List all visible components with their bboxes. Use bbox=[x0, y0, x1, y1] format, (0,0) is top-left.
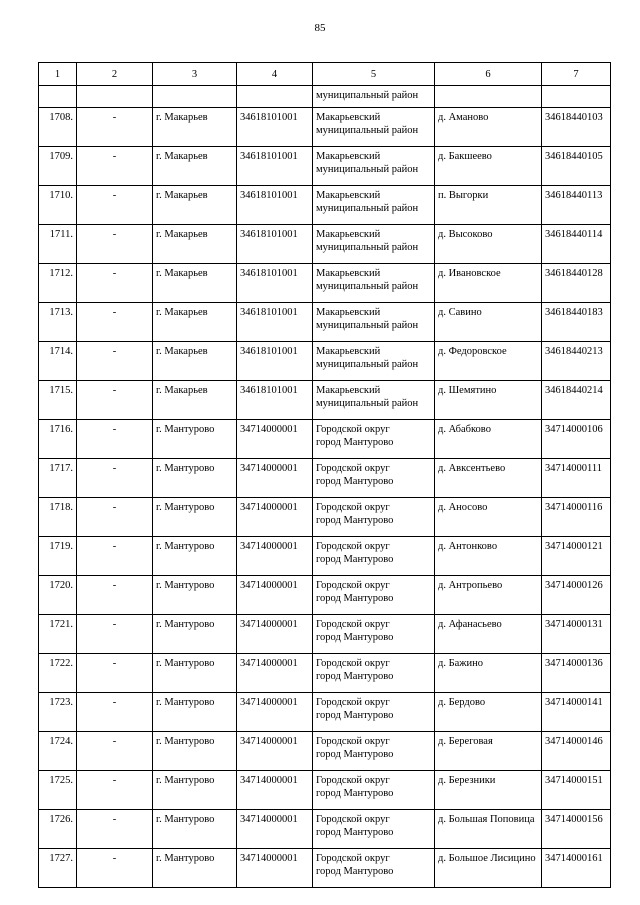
table-row bbox=[39, 810, 611, 849]
table-row bbox=[39, 498, 611, 537]
city-cell: г. Мантурово bbox=[153, 576, 237, 615]
table-row bbox=[39, 342, 611, 381]
municipality-line: город Мантурово bbox=[316, 827, 394, 838]
settlements-table bbox=[38, 62, 611, 888]
municipality-line: Макарьевский bbox=[316, 346, 381, 357]
table-cell: - bbox=[77, 732, 153, 771]
column-header: 2 bbox=[77, 63, 153, 86]
code-cell: 34714000116 bbox=[542, 498, 611, 537]
municipality-cell bbox=[313, 108, 435, 147]
municipality-line: Городской округ bbox=[316, 775, 390, 786]
table-cell: - bbox=[77, 459, 153, 498]
code-cell: 34618101001 bbox=[237, 264, 313, 303]
code-cell: 34618101001 bbox=[237, 108, 313, 147]
code-cell: 34714000126 bbox=[542, 576, 611, 615]
settlement-cell: д. Большое Лисицино bbox=[435, 849, 542, 888]
settlement-cell: д. Шемятино bbox=[435, 381, 542, 420]
code-cell: 34714000001 bbox=[237, 459, 313, 498]
column-header: 4 bbox=[237, 63, 313, 86]
city-cell: г. Мантурово bbox=[153, 459, 237, 498]
municipality-line: Городской округ bbox=[316, 541, 390, 552]
settlement-cell: д. Бердово bbox=[435, 693, 542, 732]
settlement-cell: д. Аносово bbox=[435, 498, 542, 537]
settlement-cell: д. Бажино bbox=[435, 654, 542, 693]
municipality-line: Городской округ bbox=[316, 658, 390, 669]
code-cell: 34714000001 bbox=[237, 576, 313, 615]
settlement-cell: д. Абабково bbox=[435, 420, 542, 459]
code-cell: 34618440128 bbox=[542, 264, 611, 303]
code-cell: 34714000001 bbox=[237, 654, 313, 693]
code-cell: 34618440183 bbox=[542, 303, 611, 342]
row-number-cell: 1726. bbox=[39, 810, 77, 849]
table-cell bbox=[237, 86, 313, 108]
table-cell: - bbox=[77, 498, 153, 537]
municipality-cell bbox=[313, 693, 435, 732]
municipality-cell bbox=[313, 771, 435, 810]
code-cell: 34714000141 bbox=[542, 693, 611, 732]
table-cell bbox=[77, 86, 153, 108]
row-number-cell: 1719. bbox=[39, 537, 77, 576]
code-cell: 34714000156 bbox=[542, 810, 611, 849]
table-cell: - bbox=[77, 576, 153, 615]
column-header: 3 bbox=[153, 63, 237, 86]
municipality-line: Макарьевский bbox=[316, 112, 381, 123]
municipality-line: муниципальный район bbox=[316, 164, 419, 175]
settlement-cell: д. Березники bbox=[435, 771, 542, 810]
municipality-line: муниципальный район bbox=[316, 359, 419, 370]
table-row bbox=[39, 693, 611, 732]
table-row bbox=[39, 537, 611, 576]
table-cell: - bbox=[77, 264, 153, 303]
municipality-line: муниципальный район bbox=[316, 398, 419, 409]
code-cell: 34714000146 bbox=[542, 732, 611, 771]
municipality-cell bbox=[313, 303, 435, 342]
row-number-cell: 1715. bbox=[39, 381, 77, 420]
code-cell: 34714000001 bbox=[237, 693, 313, 732]
municipality-line: город Мантурово bbox=[316, 632, 394, 643]
settlement-cell: д. Высоково bbox=[435, 225, 542, 264]
table-cell: - bbox=[77, 849, 153, 888]
municipality-cell bbox=[313, 810, 435, 849]
row-number-cell: 1725. bbox=[39, 771, 77, 810]
table-row bbox=[39, 576, 611, 615]
table-row bbox=[39, 225, 611, 264]
row-number-cell: 1712. bbox=[39, 264, 77, 303]
table-row bbox=[39, 147, 611, 186]
municipality-line: Городской округ bbox=[316, 580, 390, 591]
table-cell: - bbox=[77, 342, 153, 381]
municipality-line: Городской округ bbox=[316, 697, 390, 708]
row-number-cell: 1727. bbox=[39, 849, 77, 888]
table-row bbox=[39, 420, 611, 459]
code-cell: 34618101001 bbox=[237, 381, 313, 420]
code-cell: 34714000161 bbox=[542, 849, 611, 888]
municipality-line: Макарьевский bbox=[316, 385, 381, 396]
city-cell: г. Мантурово bbox=[153, 693, 237, 732]
column-header: 6 bbox=[435, 63, 542, 86]
row-number-cell: 1714. bbox=[39, 342, 77, 381]
city-cell: г. Мантурово bbox=[153, 771, 237, 810]
table-cell bbox=[39, 86, 77, 108]
row-number-cell: 1708. bbox=[39, 108, 77, 147]
table-row bbox=[39, 615, 611, 654]
municipality-cell bbox=[313, 264, 435, 303]
municipality-cell bbox=[313, 654, 435, 693]
row-number-cell: 1722. bbox=[39, 654, 77, 693]
table-cell: - bbox=[77, 615, 153, 654]
municipality-cell bbox=[313, 147, 435, 186]
code-cell: 34714000001 bbox=[237, 771, 313, 810]
code-cell: 34618440214 bbox=[542, 381, 611, 420]
continuation-row bbox=[39, 86, 611, 108]
municipality-cell bbox=[313, 849, 435, 888]
municipality-line: Макарьевский bbox=[316, 190, 381, 201]
table-row bbox=[39, 108, 611, 147]
municipality-cell bbox=[313, 576, 435, 615]
municipality-line: город Мантурово bbox=[316, 788, 394, 799]
table-row bbox=[39, 771, 611, 810]
code-cell: 34618440105 bbox=[542, 147, 611, 186]
city-cell: г. Мантурово bbox=[153, 615, 237, 654]
city-cell: г. Мантурово bbox=[153, 654, 237, 693]
municipality-line: Городской округ bbox=[316, 619, 390, 630]
city-cell: г. Макарьев bbox=[153, 147, 237, 186]
code-cell: 34714000001 bbox=[237, 849, 313, 888]
municipality-line: муниципальный район bbox=[316, 242, 419, 253]
code-cell: 34618440103 bbox=[542, 108, 611, 147]
table-cell: - bbox=[77, 654, 153, 693]
code-cell: 34618440213 bbox=[542, 342, 611, 381]
table-row bbox=[39, 654, 611, 693]
municipality-cell bbox=[313, 537, 435, 576]
municipality-line: Городской округ bbox=[316, 853, 390, 864]
city-cell: г. Макарьев bbox=[153, 186, 237, 225]
table-row bbox=[39, 381, 611, 420]
table-row bbox=[39, 186, 611, 225]
table-cell: - bbox=[77, 108, 153, 147]
city-cell: г. Макарьев bbox=[153, 108, 237, 147]
municipality-cell bbox=[313, 420, 435, 459]
row-number-cell: 1710. bbox=[39, 186, 77, 225]
municipality-line: муниципальный район bbox=[316, 320, 419, 331]
table-cell: - bbox=[77, 186, 153, 225]
settlement-cell: д. Береговая bbox=[435, 732, 542, 771]
code-cell: 34618101001 bbox=[237, 186, 313, 225]
city-cell: г. Макарьев bbox=[153, 225, 237, 264]
city-cell: г. Мантурово bbox=[153, 420, 237, 459]
settlement-cell: д. Бакшеево bbox=[435, 147, 542, 186]
code-cell: 34714000001 bbox=[237, 537, 313, 576]
municipality-line: Городской округ bbox=[316, 814, 390, 825]
municipality-line: муниципальный район bbox=[316, 281, 419, 292]
municipality-line: Макарьевский bbox=[316, 307, 381, 318]
city-cell: г. Макарьев bbox=[153, 264, 237, 303]
municipality-cell bbox=[313, 459, 435, 498]
municipality-line: муниципальный район bbox=[316, 203, 419, 214]
municipality-cell bbox=[313, 615, 435, 654]
municipality-line: Городской округ bbox=[316, 463, 390, 474]
municipality-line: Макарьевский bbox=[316, 268, 381, 279]
municipality-line: город Мантурово bbox=[316, 437, 394, 448]
code-cell: 34618101001 bbox=[237, 147, 313, 186]
row-number-cell: 1720. bbox=[39, 576, 77, 615]
table-cell: муниципальный район bbox=[313, 86, 435, 108]
table-cell bbox=[542, 86, 611, 108]
row-number-cell: 1724. bbox=[39, 732, 77, 771]
code-cell: 34714000001 bbox=[237, 420, 313, 459]
table-cell: - bbox=[77, 693, 153, 732]
municipality-line: Макарьевский bbox=[316, 229, 381, 240]
code-cell: 34618101001 bbox=[237, 303, 313, 342]
table-cell: - bbox=[77, 225, 153, 264]
municipality-line: Макарьевский bbox=[316, 151, 381, 162]
code-cell: 34714000001 bbox=[237, 615, 313, 654]
table-cell: - bbox=[77, 303, 153, 342]
settlement-cell: д. Аманово bbox=[435, 108, 542, 147]
municipality-cell bbox=[313, 225, 435, 264]
table-cell: - bbox=[77, 420, 153, 459]
code-cell: 34714000111 bbox=[542, 459, 611, 498]
code-cell: 34618101001 bbox=[237, 342, 313, 381]
municipality-line: муниципальный район bbox=[316, 125, 419, 136]
table-row bbox=[39, 459, 611, 498]
municipality-line: город Мантурово bbox=[316, 554, 394, 565]
settlement-cell: д. Федоровское bbox=[435, 342, 542, 381]
city-cell: г. Мантурово bbox=[153, 498, 237, 537]
table-cell: - bbox=[77, 147, 153, 186]
code-cell: 34714000131 bbox=[542, 615, 611, 654]
settlement-cell: д. Антропьево bbox=[435, 576, 542, 615]
municipality-cell bbox=[313, 732, 435, 771]
page-number: 85 bbox=[314, 22, 326, 34]
table-cell: - bbox=[77, 771, 153, 810]
table-cell: - bbox=[77, 537, 153, 576]
municipality-cell bbox=[313, 381, 435, 420]
code-cell: 34714000001 bbox=[237, 732, 313, 771]
row-number-cell: 1709. bbox=[39, 147, 77, 186]
settlement-cell: д. Антонково bbox=[435, 537, 542, 576]
code-cell: 34714000001 bbox=[237, 810, 313, 849]
city-cell: г. Макарьев bbox=[153, 303, 237, 342]
column-header: 1 bbox=[39, 63, 77, 86]
row-number-cell: 1713. bbox=[39, 303, 77, 342]
code-cell: 34714000121 bbox=[542, 537, 611, 576]
city-cell: г. Мантурово bbox=[153, 732, 237, 771]
municipality-line: город Мантурово bbox=[316, 671, 394, 682]
municipality-cell bbox=[313, 342, 435, 381]
table-cell: - bbox=[77, 810, 153, 849]
municipality-line: город Мантурово bbox=[316, 515, 394, 526]
municipality-cell bbox=[313, 498, 435, 537]
column-header: 5 bbox=[313, 63, 435, 86]
table-header-row bbox=[39, 63, 611, 86]
city-cell: г. Мантурово bbox=[153, 537, 237, 576]
row-number-cell: 1717. bbox=[39, 459, 77, 498]
settlement-cell: д. Савино bbox=[435, 303, 542, 342]
row-number-cell: 1716. bbox=[39, 420, 77, 459]
table-row bbox=[39, 732, 611, 771]
row-number-cell: 1723. bbox=[39, 693, 77, 732]
code-cell: 34714000001 bbox=[237, 498, 313, 537]
municipality-line: Городской округ bbox=[316, 736, 390, 747]
municipality-cell bbox=[313, 186, 435, 225]
code-cell: 34618101001 bbox=[237, 225, 313, 264]
table-cell: - bbox=[77, 381, 153, 420]
row-number-cell: 1718. bbox=[39, 498, 77, 537]
municipality-line: город Мантурово bbox=[316, 866, 394, 877]
municipality-line: город Мантурово bbox=[316, 593, 394, 604]
city-cell: г. Макарьев bbox=[153, 381, 237, 420]
table-row bbox=[39, 303, 611, 342]
code-cell: 34714000106 bbox=[542, 420, 611, 459]
municipality-line: Городской округ bbox=[316, 502, 390, 513]
code-cell: 34714000136 bbox=[542, 654, 611, 693]
settlement-cell: д. Авксентьево bbox=[435, 459, 542, 498]
code-cell: 34714000151 bbox=[542, 771, 611, 810]
settlement-cell: д. Большая Поповица bbox=[435, 810, 542, 849]
code-cell: 34618440114 bbox=[542, 225, 611, 264]
settlement-cell: п. Выгорки bbox=[435, 186, 542, 225]
table-cell bbox=[435, 86, 542, 108]
settlement-cell: д. Афанасьево bbox=[435, 615, 542, 654]
table-row bbox=[39, 849, 611, 888]
table-cell bbox=[153, 86, 237, 108]
city-cell: г. Макарьев bbox=[153, 342, 237, 381]
row-number-cell: 1711. bbox=[39, 225, 77, 264]
municipality-line: город Мантурово bbox=[316, 476, 394, 487]
table-row bbox=[39, 264, 611, 303]
municipality-line: Городской округ bbox=[316, 424, 390, 435]
column-header: 7 bbox=[542, 63, 611, 86]
settlement-cell: д. Ивановское bbox=[435, 264, 542, 303]
city-cell: г. Мантурово bbox=[153, 849, 237, 888]
municipality-line: город Мантурово bbox=[316, 710, 394, 721]
code-cell: 34618440113 bbox=[542, 186, 611, 225]
municipality-line: город Мантурово bbox=[316, 749, 394, 760]
row-number-cell: 1721. bbox=[39, 615, 77, 654]
city-cell: г. Мантурово bbox=[153, 810, 237, 849]
